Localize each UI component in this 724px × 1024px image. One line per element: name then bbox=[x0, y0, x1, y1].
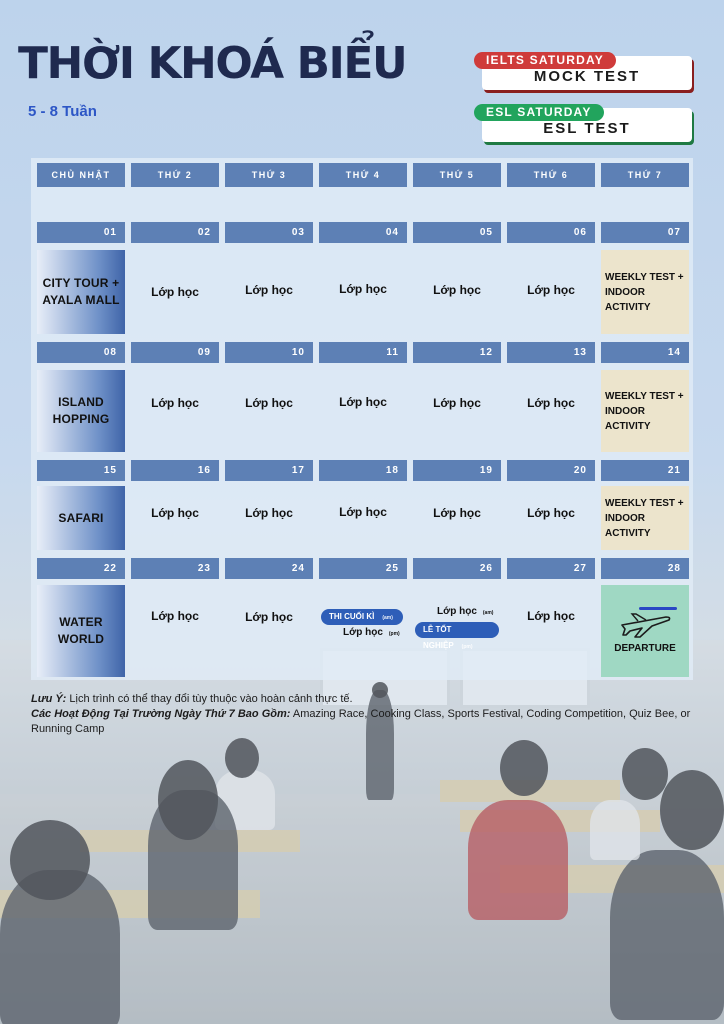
notes-section bbox=[31, 692, 707, 737]
day-number: 04 bbox=[319, 222, 407, 243]
thu-am-class: Lớp học (am) bbox=[437, 606, 494, 617]
header-tuesday: THỨ 3 bbox=[225, 163, 313, 187]
sunday-activity: CITY TOUR + AYALA MALL bbox=[37, 250, 125, 334]
day-number: 08 bbox=[37, 342, 125, 363]
header-saturday: THỨ 7 bbox=[601, 163, 689, 187]
activities-line bbox=[31, 707, 707, 737]
class-cell: Lớp học bbox=[245, 396, 293, 410]
day-number: 14 bbox=[601, 342, 689, 363]
final-exam-event: THI CUỐI KÌ (am) bbox=[321, 609, 403, 625]
note-label: Lưu Ý: bbox=[31, 693, 67, 705]
class-cell: Lớp học bbox=[433, 283, 481, 297]
header-friday: THỨ 6 bbox=[507, 163, 595, 187]
day-number: 03 bbox=[225, 222, 313, 243]
day-number: 18 bbox=[319, 460, 407, 481]
day-number: 26 bbox=[413, 558, 501, 579]
departure-cell bbox=[601, 585, 689, 677]
saturday-activity: WEEKLY TEST + INDOOR ACTIVITY bbox=[601, 250, 689, 334]
class-cell: Lớp học bbox=[339, 282, 387, 296]
class-cell: Lớp học bbox=[339, 395, 387, 409]
day-number: 13 bbox=[507, 342, 595, 363]
day-number: 11 bbox=[319, 342, 407, 363]
day-number: 02 bbox=[131, 222, 219, 243]
sunday-activity: WATER WORLD bbox=[37, 585, 125, 677]
day-number: 16 bbox=[131, 460, 219, 481]
note-line bbox=[31, 692, 707, 707]
class-cell: Lớp học bbox=[151, 506, 199, 520]
header-wednesday: THỨ 4 bbox=[319, 163, 407, 187]
sunday-activity: SAFARI bbox=[37, 486, 125, 550]
day-number: 27 bbox=[507, 558, 595, 579]
page-title: THỜI KHOÁ BIỂU bbox=[18, 38, 407, 89]
sunday-activity: ISLAND HOPPING bbox=[37, 370, 125, 452]
graduation-event: LỄ TỐT NGHIỆP (pm) bbox=[415, 622, 499, 638]
class-cell: Lớp học bbox=[245, 610, 293, 624]
class-cell: Lớp học bbox=[151, 396, 199, 410]
day-number: 10 bbox=[225, 342, 313, 363]
note-text: Lịch trình có thể thay đổi tùy thuộc vào hoàn cảnh thực tế. bbox=[66, 693, 353, 705]
day-number: 23 bbox=[131, 558, 219, 579]
activities-text: Amazing Race, Cooking Class, Sports Festival, Coding Competition, Quiz Bee, or Running Camp bbox=[31, 708, 691, 735]
esl-test-badge bbox=[474, 104, 692, 144]
duration-subtitle: 5 - 8 Tuần bbox=[28, 103, 97, 120]
class-cell: Lớp học bbox=[527, 506, 575, 520]
class-cell: Lớp học bbox=[527, 396, 575, 410]
departure-label: DEPARTURE bbox=[614, 642, 676, 654]
day-number: 15 bbox=[37, 460, 125, 481]
day-number: 01 bbox=[37, 222, 125, 243]
ielts-mock-test-badge bbox=[474, 52, 692, 92]
day-number: 07 bbox=[601, 222, 689, 243]
activities-label: Các Hoạt Động Tại Trường Ngày Thứ 7 Bao Gồm: bbox=[31, 708, 291, 720]
day-number: 05 bbox=[413, 222, 501, 243]
header-sunday: CHỦ NHẬT bbox=[37, 163, 125, 187]
mock-test-label: MOCK TEST bbox=[533, 68, 641, 85]
header-thursday: THỨ 5 bbox=[413, 163, 501, 187]
wed-pm-class: Lớp học (pm) bbox=[343, 627, 400, 638]
class-cell: Lớp học bbox=[151, 285, 199, 299]
day-number: 25 bbox=[319, 558, 407, 579]
day-number: 20 bbox=[507, 460, 595, 481]
day-number: 09 bbox=[131, 342, 219, 363]
day-number: 24 bbox=[225, 558, 313, 579]
day-number: 17 bbox=[225, 460, 313, 481]
header-monday: THỨ 2 bbox=[131, 163, 219, 187]
ielts-saturday-pill: IELTS SATURDAY bbox=[474, 52, 616, 69]
day-number: 21 bbox=[601, 460, 689, 481]
class-cell: Lớp học bbox=[527, 283, 575, 297]
airplane-icon bbox=[618, 609, 672, 639]
class-cell: Lớp học bbox=[527, 609, 575, 623]
class-cell: Lớp học bbox=[339, 505, 387, 519]
esl-test-label: ESL TEST bbox=[543, 120, 631, 137]
day-number: 19 bbox=[413, 460, 501, 481]
class-cell: Lớp học bbox=[151, 609, 199, 623]
day-number: 28 bbox=[601, 558, 689, 579]
day-number: 22 bbox=[37, 558, 125, 579]
class-cell: Lớp học bbox=[245, 506, 293, 520]
day-number: 06 bbox=[507, 222, 595, 243]
class-cell: Lớp học bbox=[245, 283, 293, 297]
class-cell: Lớp học bbox=[433, 396, 481, 410]
schedule-calendar bbox=[31, 158, 693, 680]
day-number: 12 bbox=[413, 342, 501, 363]
class-cell: Lớp học bbox=[433, 506, 481, 520]
saturday-activity: WEEKLY TEST + INDOOR ACTIVITY bbox=[601, 370, 689, 452]
saturday-activity: WEEKLY TEST + INDOOR ACTIVITY bbox=[601, 486, 689, 550]
esl-saturday-pill: ESL SATURDAY bbox=[474, 104, 604, 121]
